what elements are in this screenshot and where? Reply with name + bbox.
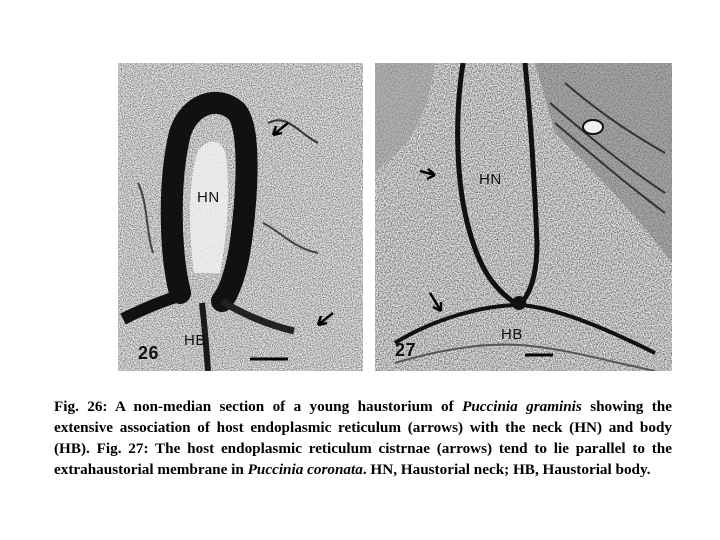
label-hb-26: HB — [184, 332, 206, 349]
micrograph-26 — [118, 63, 363, 371]
caption-text-1: Fig. 26: A non-median section of a young haustorium of — [54, 398, 463, 415]
micrograph-27-image — [375, 63, 672, 371]
micrograph-27 — [375, 63, 672, 371]
label-hn-26: HN — [197, 189, 220, 206]
panel-number-27: 27 — [395, 340, 417, 360]
caption-text-2: showing the extensive association of host endoplasmic reticulum (arrows) with the neck (HN) and body (HB). Fig. 27: The host endoplasmic reticulum cistrnae (arrows) tend to lie parallel to the extrahaustorial membrane in — [54, 398, 672, 478]
micrograph-26-image — [118, 63, 363, 371]
label-hb-27: HB — [501, 326, 523, 343]
label-hn-27: HN — [479, 171, 502, 188]
caption-text-3: . HN, Haustorial neck; HB, Haustorial body. — [362, 461, 651, 478]
species-name-2: Puccinia coronata — [247, 461, 363, 478]
figure-caption — [54, 396, 672, 480]
species-name-1: Puccinia graminis — [462, 398, 582, 415]
panel-number-26: 26 — [138, 343, 160, 363]
